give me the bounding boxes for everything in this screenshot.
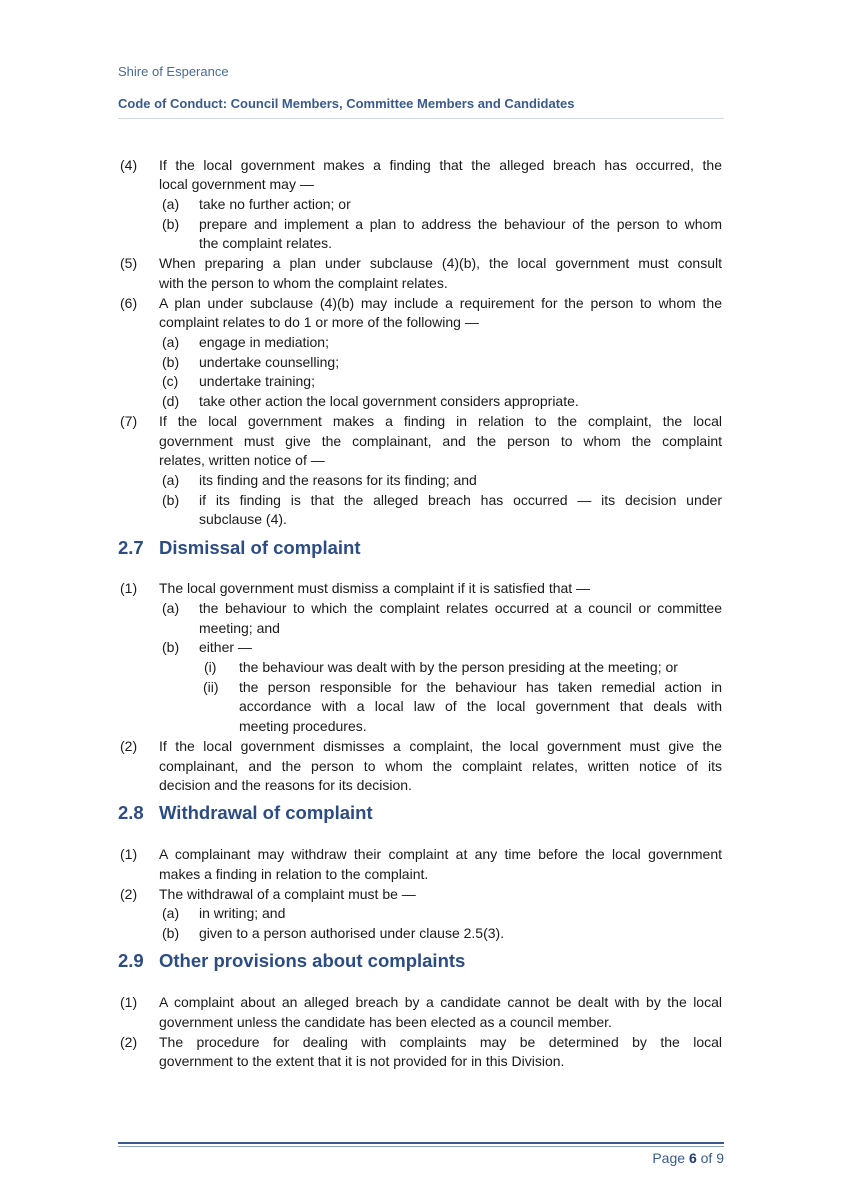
clause-number: (a) [162,905,180,921]
clause-number: (b) [162,354,180,370]
header-organisation: Shire of Esperance [118,64,229,79]
clause-text: makes a finding in relation to the complaint. [159,866,429,882]
clause-text: either — [199,639,252,655]
clause-text: A plan under subclause (4)(b) may include a requirement for the person to whom the [159,295,722,311]
clause-text: relates, written notice of — [159,452,325,468]
clause-text: the complaint relates. [199,235,333,251]
clause-text: undertake counselling; [199,354,340,370]
clause-text: given to a person authorised under clause 2.5(3). [199,925,505,941]
clause-number: (1) [120,994,138,1010]
clause-text: government unless the candidate has been elected as a council member. [159,1014,612,1030]
clause-number: (a) [162,334,180,350]
footer-divider [118,1142,724,1144]
clause-text: if its finding is that the alleged breach has occurred — its decision under [199,492,722,508]
clause-text: the behaviour to which the complaint relates occurred at a council or committee [199,600,722,616]
clause-text: If the local government dismisses a complaint, the local government must give the [159,738,722,754]
section-title: Other provisions about complaints [159,950,466,971]
clause-text: The withdrawal of a complaint must be — [159,886,416,902]
clause-text: decision and the reasons for its decision. [159,777,412,793]
clause-text: A complainant may withdraw their complaint at any time before the local government [159,846,722,862]
clause-number: (7) [120,413,138,429]
clause-text: complaint relates to do 1 or more of the following — [159,314,479,330]
clause-text: subclause (4). [199,511,287,527]
clause-number: (6) [120,295,138,311]
clause-text: meeting procedures. [239,718,367,734]
clause-text: government to the extent that it is not provided for in this Division. [159,1053,565,1069]
clause-text: The local government must dismiss a complaint if it is satisfied that — [159,580,591,596]
clause-number: (2) [120,886,138,902]
header-divider [118,118,724,119]
clause-text: government must give the complainant, and the person to whom the complaint [159,433,722,449]
clause-text: in writing; and [199,905,286,921]
clause-text: its finding and the reasons for its finding; and [199,472,477,488]
clause-text: If the local government makes a finding in relation to the complaint, the local [159,413,722,429]
clause-text: engage in mediation; [199,334,329,350]
clause-text: undertake training; [199,373,315,389]
clause-number: (b) [162,639,180,655]
clause-text: A complaint about an alleged breach by a candidate cannot be dealt with by the local [159,994,722,1010]
clause-number: (a) [162,600,180,616]
clause-text: take no further action; or [199,196,351,212]
section-heading [118,802,373,824]
section-title: Dismissal of complaint [159,537,361,558]
section-title: Withdrawal of complaint [159,802,373,823]
section-number: 2.7 [118,537,144,558]
section-heading [118,950,465,972]
clause-number: (b) [162,216,180,232]
clause-number: (d) [162,393,180,409]
clause-number: (b) [162,925,180,941]
section-heading [118,537,361,559]
clause-number: (a) [162,472,180,488]
footer-divider-thin [118,1146,724,1147]
page-number: Page 6 of 9 [652,1150,724,1166]
clause-number: (c) [162,373,179,389]
clause-text: with the person to whom the complaint relates. [159,275,448,291]
clause-text: the person responsible for the behaviour has taken remedial action in [239,679,722,695]
clause-number: (2) [120,738,138,754]
clause-text: meeting; and [199,620,280,636]
clause-text: complainant, and the person to whom the complaint relates, written notice of its [159,758,722,774]
header-document-title: Code of Conduct: Council Members, Committee Members and Candidates [118,96,575,111]
clause-number: (b) [162,492,180,508]
clause-number: (1) [120,846,138,862]
clause-text: When preparing a plan under subclause (4)(b), the local government must consult [159,255,722,271]
clause-text: take other action the local government considers appropriate. [199,393,579,409]
clause-number: (2) [120,1034,138,1050]
clause-text: accordance with a local law of the local government that deals with [239,698,722,714]
clause-number: (5) [120,255,138,271]
clause-number: (ii) [203,679,219,695]
clause-number: (a) [162,196,180,212]
section-number: 2.9 [118,950,144,971]
clause-text: prepare and implement a plan to address the behaviour of the person to whom [199,216,722,232]
clause-text: the behaviour was dealt with by the person presiding at the meeting; or [239,659,678,675]
section-number: 2.8 [118,802,144,823]
clause-number: (4) [120,157,138,173]
clause-text: local government may — [159,176,314,192]
clause-number: (i) [204,659,217,675]
clause-number: (1) [120,580,138,596]
clause-text: The procedure for dealing with complaints may be determined by the local [159,1034,722,1050]
clause-text: If the local government makes a finding that the alleged breach has occurred, the [159,157,722,173]
